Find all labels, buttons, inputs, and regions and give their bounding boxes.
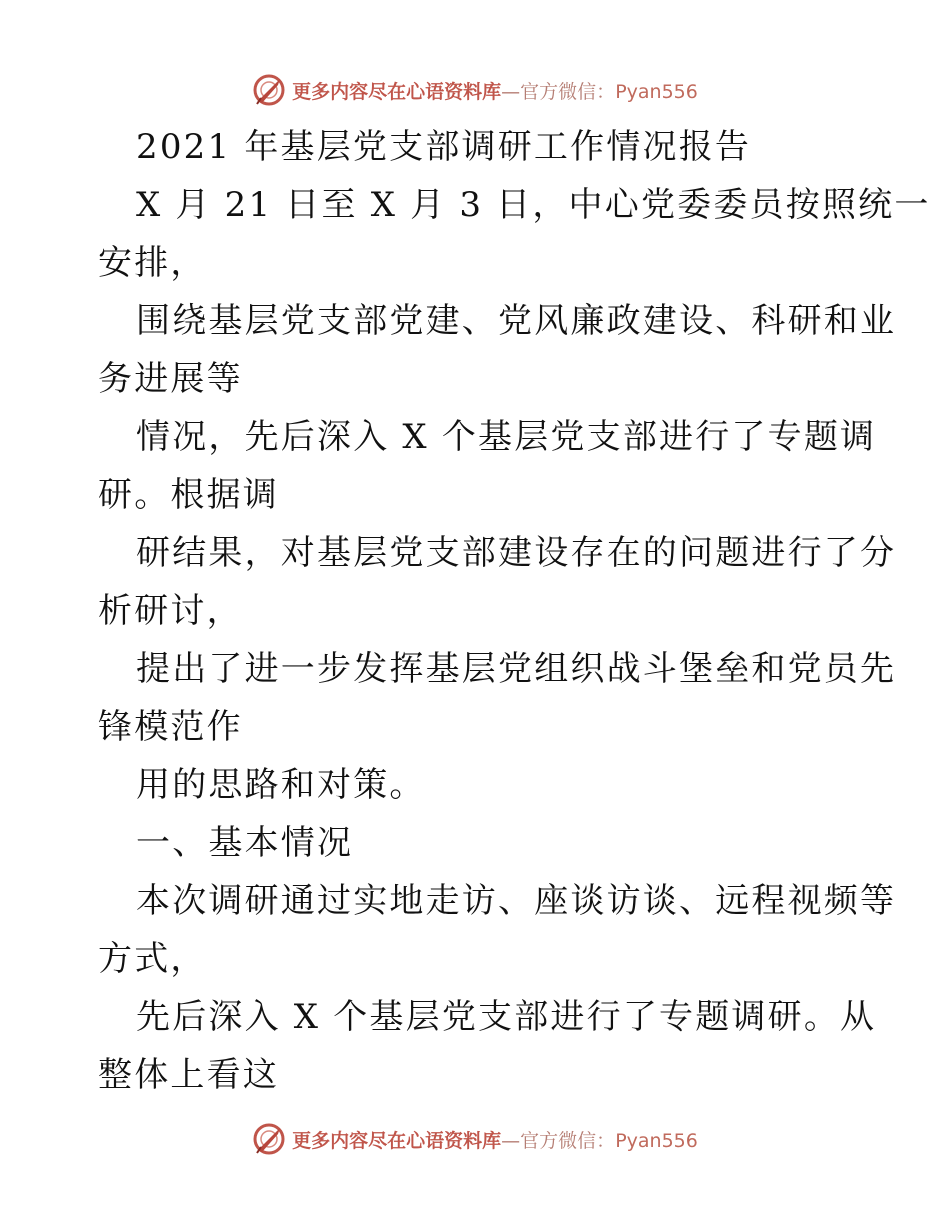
watermark-text [292,77,698,104]
paragraph-line: X 月 21 日至 X 月 3 日，中心党委委员按照统一 [136,185,931,225]
paragraph-line: 研结果，对基层党支部建设存在的问题进行了分 [136,533,897,573]
footer-watermark [0,1119,950,1159]
section-heading: 一、基本情况 [136,823,354,863]
document-body [98,118,931,1104]
watermark-main-text: 更多内容尽在心语资料库 [292,1129,502,1152]
watermark-wechat-id: Pyan556 [615,80,698,103]
paragraph-line: 研。根据调 [98,475,279,515]
watermark-main-text: 更多内容尽在心语资料库 [292,80,502,103]
paragraph-line: 整体上看这 [98,1055,279,1095]
watermark-group [252,73,698,107]
document-title: 2021 年基层党支部调研工作情况报告 [136,127,752,167]
watermark-separator: — [501,80,521,103]
watermark-label: 官方微信： [520,80,616,103]
paragraph-line: 本次调研通过实地走访、座谈访谈、远程视频等 [136,881,897,921]
paragraph-line: 务进展等 [98,359,243,399]
paragraph-line: 锋模范作 [98,707,243,747]
watermark-text [292,1126,698,1153]
paragraph-line: 情况，先后深入 X 个基层党支部进行了专题调 [136,417,877,457]
paragraph-line: 安排， [98,243,207,283]
paragraph-line: 先后深入 X 个基层党支部进行了专题调研。从 [136,997,877,1037]
watermark-label: 官方微信： [520,1129,616,1152]
header-watermark [0,70,950,110]
paragraph-line: 析研讨， [98,591,243,631]
watermark-wechat-id: Pyan556 [615,1129,698,1152]
paragraph-line: 方式， [98,939,207,979]
paragraph-line: 围绕基层党支部党建、党风廉政建设、科研和业 [136,301,897,341]
quill-pen-logo-icon [252,1122,286,1156]
paragraph-line: 用的思路和对策。 [136,765,426,805]
watermark-separator: — [501,1129,521,1152]
paragraph-line: 提出了进一步发挥基层党组织战斗堡垒和党员先 [136,649,897,689]
watermark-group [252,1122,698,1156]
quill-pen-logo-icon [252,73,286,107]
